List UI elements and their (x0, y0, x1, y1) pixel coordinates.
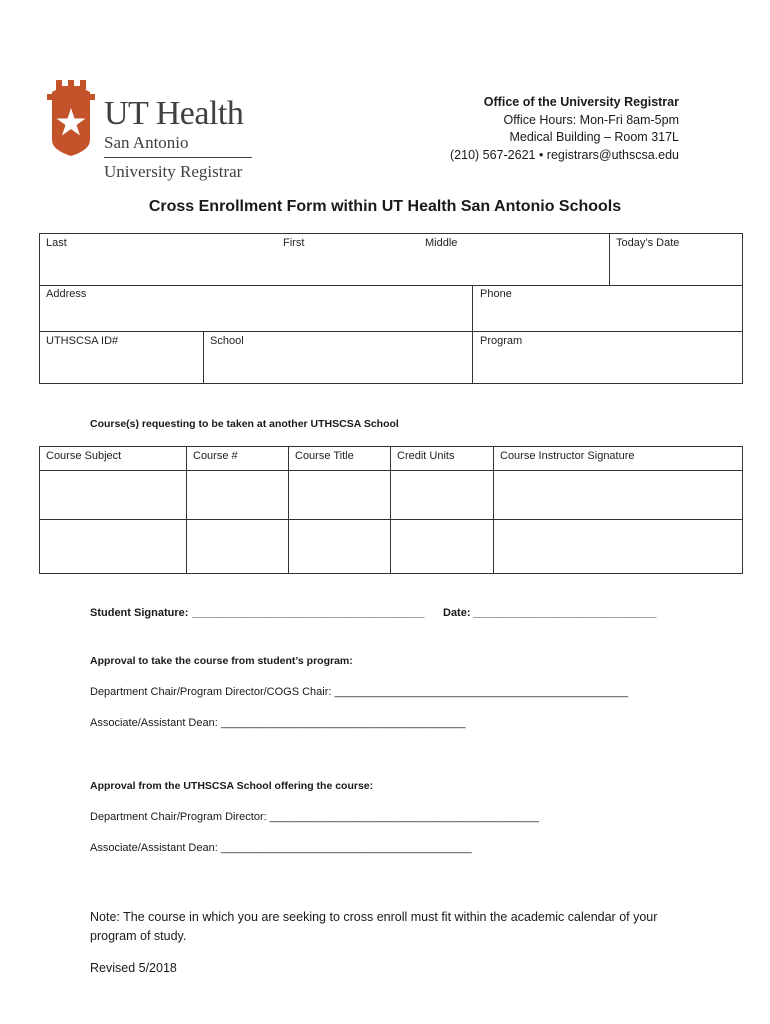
program-field[interactable]: Program (480, 335, 523, 347)
logo-office-text: University Registrar (104, 162, 243, 181)
last-name-field[interactable]: Last (46, 237, 67, 249)
credit-units-cell[interactable] (391, 520, 493, 573)
course-subject-cell[interactable] (40, 520, 186, 573)
first-name-field[interactable]: First (283, 237, 305, 249)
middle-name-field[interactable]: Middle (425, 237, 458, 249)
courses-heading: Course(s) requesting to be taken at another UTHSCSA School (90, 418, 399, 430)
registrar-contact-block (450, 94, 679, 164)
ut-health-shield-logo (44, 80, 98, 156)
col-credit-units: Credit Units (397, 450, 455, 462)
student-signature-label: Student Signature: (90, 607, 189, 619)
logo-divider (104, 157, 252, 158)
logo-brand-text: UT Health (104, 95, 244, 132)
col-course-subject: Course Subject (46, 450, 122, 462)
calendar-note: Note: The course in which you are seeking to cross enroll must fit within the academic calendar of your program of study. (90, 910, 658, 943)
approval-school-heading: Approval from the UTHSCSA School offering the course: (90, 780, 374, 792)
student-signature-line[interactable]: ______________________________________ (192, 607, 425, 619)
office-location: Medical Building – Room 317L (509, 130, 679, 144)
todays-date-field[interactable]: Today’s Date (616, 237, 680, 249)
date-label: Date: (443, 607, 471, 619)
school-dean-signature-line[interactable]: Associate/Assistant Dean: _________________________________________ (90, 842, 472, 854)
program-dean-signature-line[interactable]: Associate/Assistant Dean: ________________________________________ (90, 717, 466, 729)
course-subject-cell[interactable] (40, 471, 186, 519)
approval-program-heading: Approval to take the course from student’s program: (90, 655, 353, 667)
date-line[interactable]: ______________________________ (473, 607, 657, 619)
logo-campus-text: San Antonio (104, 133, 189, 152)
office-hours: Office Hours: Mon-Fri 8am-5pm (503, 112, 679, 127)
col-course-number: Course # (193, 450, 238, 462)
revision-date: Revised 5/2018 (90, 961, 177, 975)
school-field[interactable]: School (210, 335, 244, 347)
course-number-cell[interactable] (187, 520, 288, 573)
col-course-title: Course Title (295, 450, 354, 462)
school-chair-signature-line[interactable]: Department Chair/Program Director: ____________________________________________ (90, 811, 539, 823)
office-contact: (210) 567-2621 • registrars@uthscsa.edu (450, 147, 679, 162)
office-title: Office of the University Registrar (483, 95, 679, 109)
instructor-signature-cell[interactable] (494, 520, 742, 573)
course-title-cell[interactable] (289, 520, 390, 573)
course-title-cell[interactable] (289, 471, 390, 519)
address-field[interactable]: Address (46, 288, 87, 300)
credit-units-cell[interactable] (391, 471, 493, 519)
col-instructor-signature: Course Instructor Signature (500, 450, 635, 462)
phone-field[interactable]: Phone (480, 288, 512, 300)
instructor-signature-cell[interactable] (494, 471, 742, 519)
course-number-cell[interactable] (187, 471, 288, 519)
program-chair-signature-line[interactable]: Department Chair/Program Director/COGS Chair: ________________________________________________ (90, 686, 629, 698)
student-id-field[interactable]: UTHSCSA ID# (46, 335, 119, 347)
form-title: Cross Enrollment Form within UT Health San Antonio Schools (148, 198, 622, 215)
